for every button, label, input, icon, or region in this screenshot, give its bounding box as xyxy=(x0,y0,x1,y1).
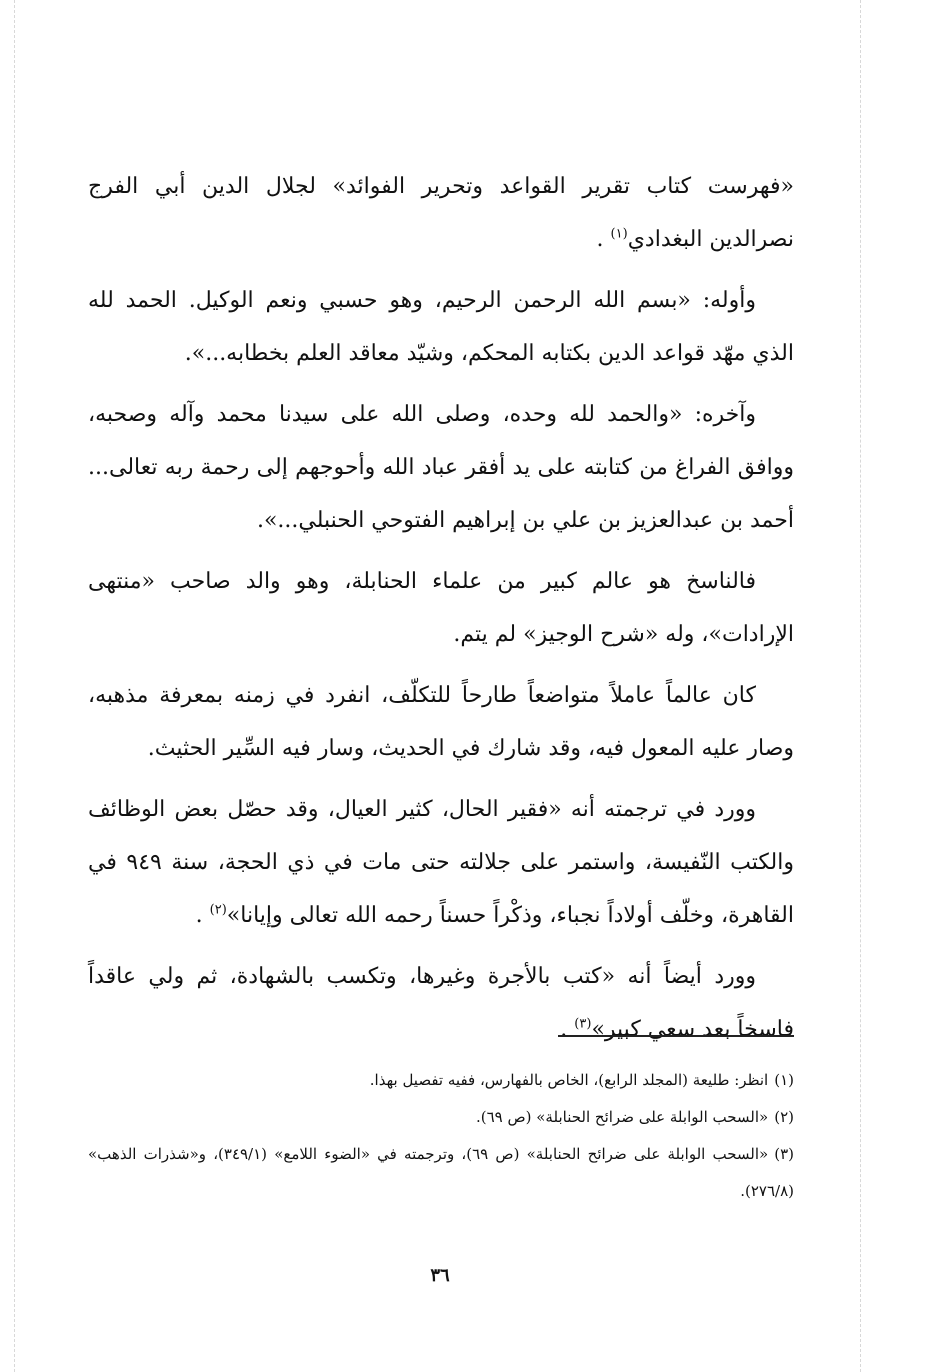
main-text xyxy=(88,160,794,1064)
footnote-ref-2[interactable]: (٢) xyxy=(209,902,227,918)
footnote-ref-1[interactable]: (١) xyxy=(610,226,628,242)
paragraph-2: وأوله: «بسم الله الرحمن الرحيم، وهو حسبي ونعم الوكيل. الحمد لله الذي مهّد قواعد الدين بكتابه المحكم، وشيّد معاقد العلم بخطابه...». xyxy=(88,288,794,366)
paragraph-1: «فهرست كتاب تقرير القواعد وتحرير الفوائد» لجلال الدين أبي الفرج نصرالدين البغدادي$^{(١)}$ . xyxy=(88,174,794,252)
paragraph-6: وورد في ترجمته أنه «فقير الحال، كثير العيال، وقد حصّل بعض الوظائف والكتب النّفيسة، واستمر على جلالته حتى مات في ذي الحجة، سنة ٩٤٩ في القاهرة، وخلّف أولاداً نجباء، وذكْراً حسناً رحمه الله تعالى وإيانا»$^{(٢)}$ . xyxy=(88,797,794,928)
footnote-1: (١)انظر: طليعة (المجلد الرابع)، الخاص بالفهارس، ففيه تفصيل بهذا. xyxy=(369,1071,794,1089)
footnotes xyxy=(88,1062,794,1210)
paragraph-4: فالناسخ هو عالم كبير من علماء الحنابلة، وهو والد صاحب «منتهى الإرادات»، وله «شرح الوجيز» لم يتم. xyxy=(88,569,794,647)
footnote-ref-3[interactable]: (٣) xyxy=(574,1016,592,1032)
paragraph-3: وآخره: «والحمد لله وحده، وصلى الله على سيدنا محمد وآله وصحبه، ووافق الفراغ من كتابته على يد أفقر عباد الله وأحوجهم إلى رحمة ربه تعالى... أحمد بن عبدالعزيز بن علي بن إبراهيم الفتوحي الحنبلي...». xyxy=(88,402,794,533)
margin-guide-left xyxy=(14,0,15,1372)
paragraph-7: وورد أيضاً أنه «كتب بالأجرة وغيرها، وتكسب بالشهادة، ثم ولي عاقداً فاسخاً بعد سعي كبير»$^{(٣)}$ . xyxy=(88,964,794,1042)
footnote-separator xyxy=(558,1035,794,1037)
footnote-2: (٢)«السحب الوابلة على ضرائح الحنابلة» (ص ٦٩). xyxy=(475,1108,794,1126)
margin-guide-right xyxy=(860,0,861,1372)
page-number: ٣٦ xyxy=(430,1265,450,1286)
footnote-3: (٣)«السحب الوابلة على ضرائح الحنابلة» (ص ٦٩)، وترجمته في «الضوء اللامع» (٣٤٩/١)، و«شذرات الذهب» (٢٧٦/٨). xyxy=(88,1145,794,1200)
paragraph-5: كان عالماً عاملاً متواضعاً طارحاً للتكلّف، انفرد في زمنه بمعرفة مذهبه، وصار عليه المعول فيه، وقد شارك في الحديث، وسار فيه السِّير الحثيث. xyxy=(88,683,794,761)
